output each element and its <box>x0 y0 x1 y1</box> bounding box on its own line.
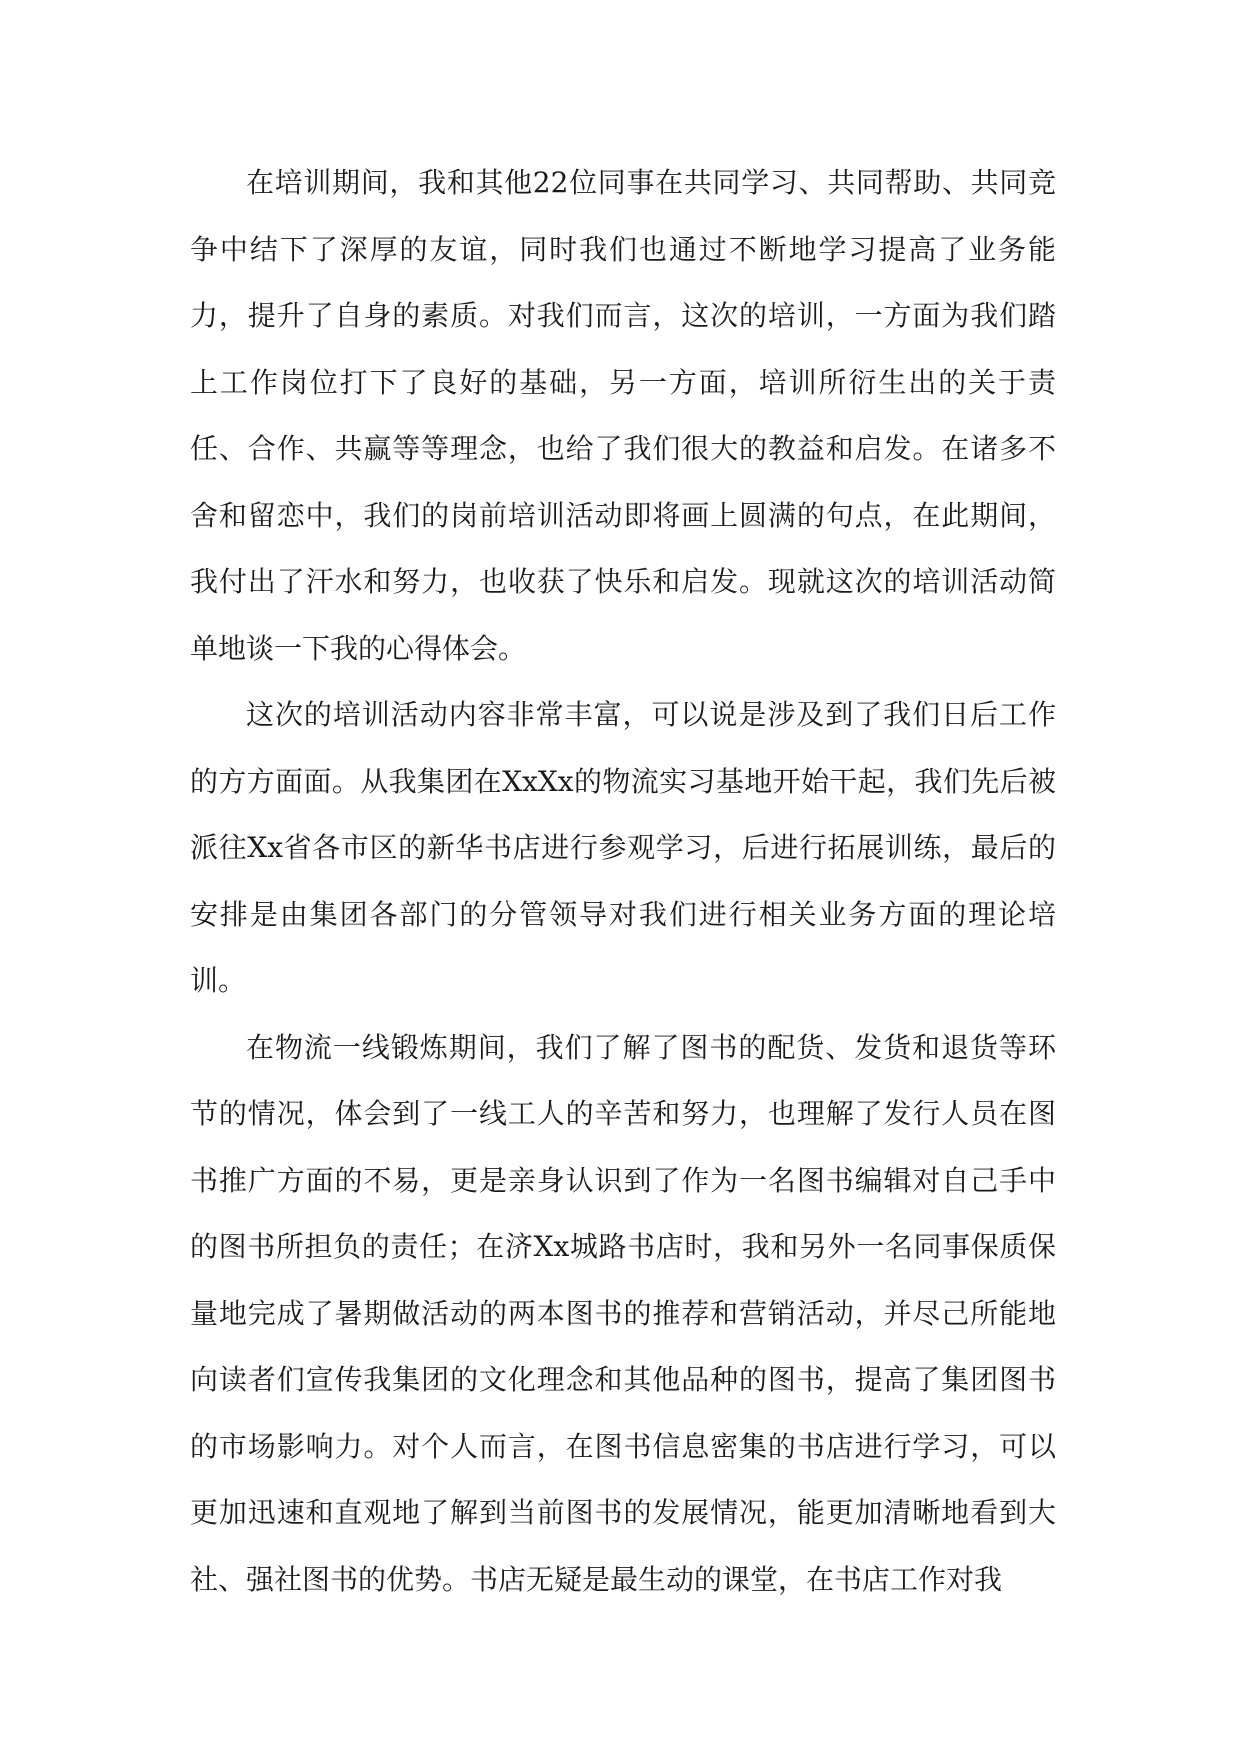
paragraph-3: 在物流一线锻炼期间，我们了解了图书的配货、发货和退货等环节的情况，体会到了一线工人的辛苦和努力，也理解了发行人员在图书推广方面的不易，更是亲身认识到了作为一名图书编辑对自己手中的图书所担负的责任；在济Xx城路书店时，我和另外一名同事保质保量地完成了暑期做活动的两本图书的推荐和营销活动，并尽己所能地向读者们宣传我集团的文化理念和其他品种的图书，提高了集团图书的市场影响力。对个人而言，在图书信息密集的书店进行学习，可以更加迅速和直观地了解到当前图书的发展情况，能更加清晰地看到大社、强社图书的优势。书店无疑是最生动的课堂，在书店工作对我 <box>190 1030 1056 1596</box>
paragraph-1: 在培训期间，我和其他22位同事在共同学习、共同帮助、共同竞争中结下了深厚的友谊，同时我们也通过不断地学习提高了业务能力，提升了自身的素质。对我们而言，这次的培训，一方面为我们踏上工作岗位打下了良好的基础，另一方面，培训所衍生出的关于责任、合作、共赢等等理念，也给了我们很大的教益和启发。在诸多不舍和留恋中，我们的岗前培训活动即将画上圆满的句点，在此期间，我付出了汗水和努力，也收获了快乐和启发。现就这次的培训活动简单地谈一下我的心得体会。 <box>190 166 1056 665</box>
document-body <box>190 150 1056 1613</box>
paragraph-2: 这次的培训活动内容非常丰富，可以说是涉及到了我们日后工作的方方面面。从我集团在XxXx的物流实习基地开始干起，我们先后被派往Xx省各市区的新华书店进行参观学习，后进行拓展训练，最后的安排是由集团各部门的分管领导对我们进行相关业务方面的理论培训。 <box>190 698 1056 997</box>
